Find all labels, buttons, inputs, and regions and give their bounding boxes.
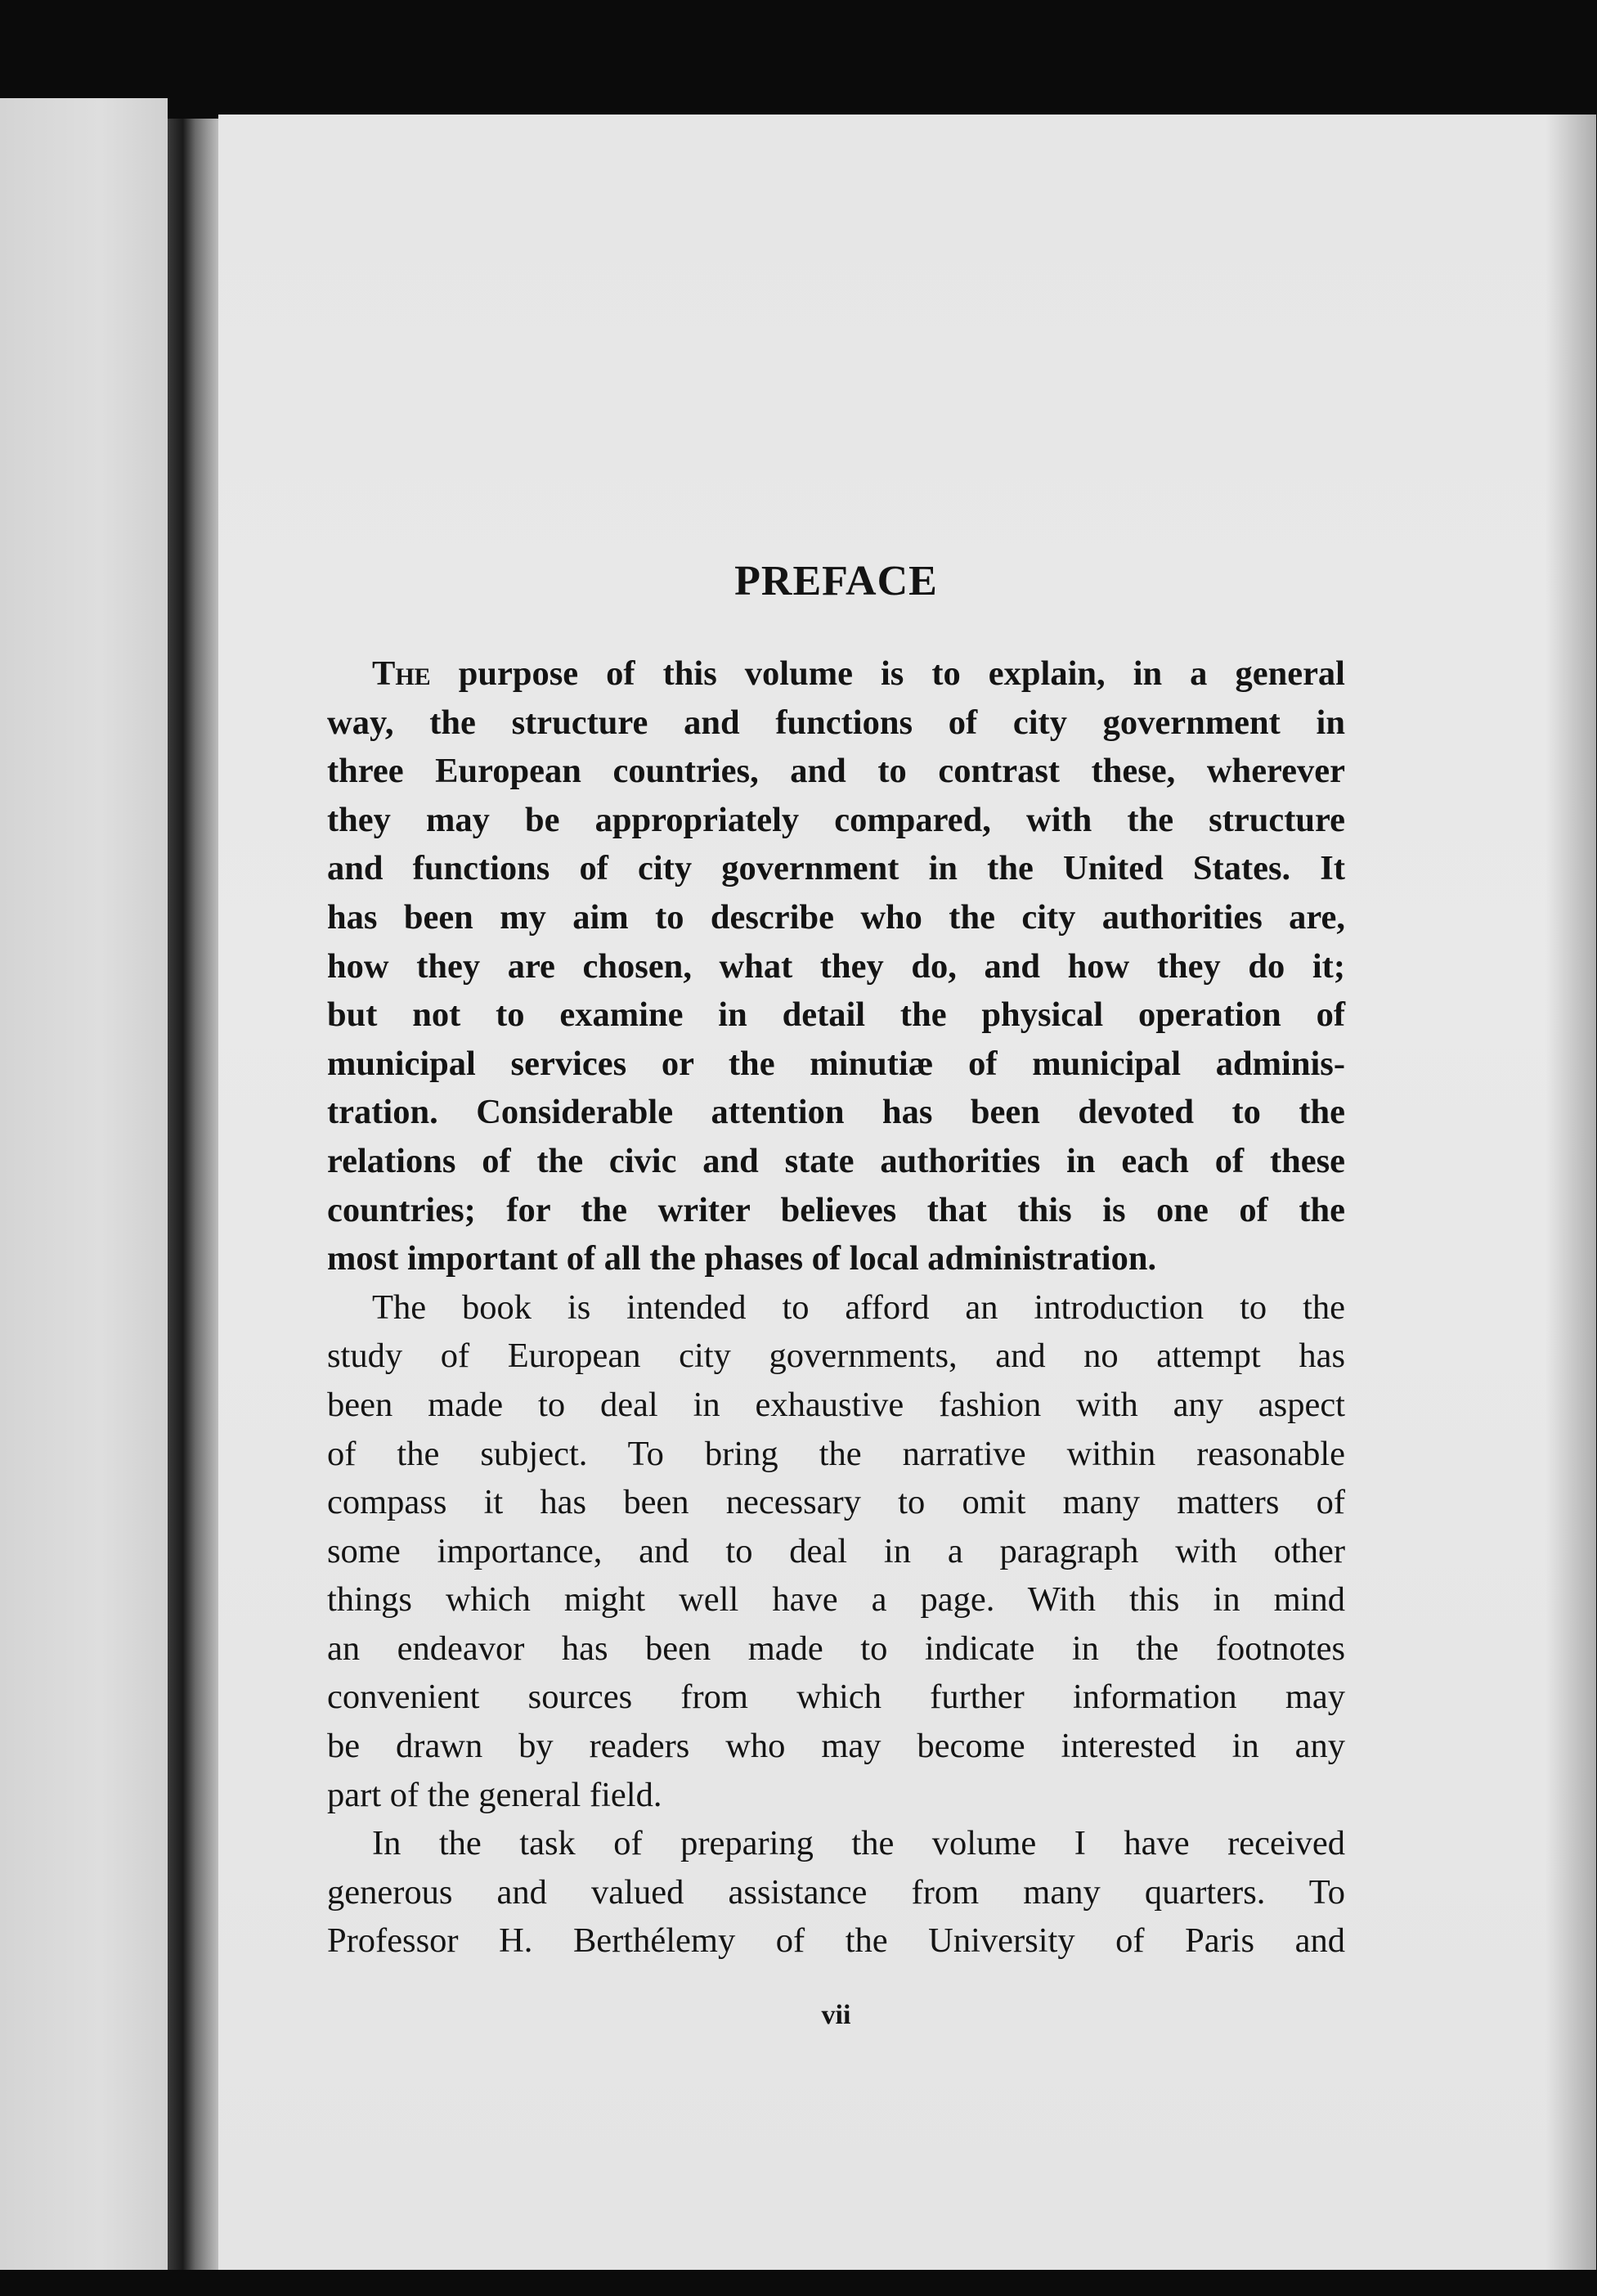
- preface-text-block: [327, 556, 1345, 2030]
- page-edge-shadow: [1545, 115, 1597, 2278]
- text-line: of the subject. To bring the narrative within reasonable: [327, 1434, 1345, 1473]
- text-line: relations of the civic and state authorities in each of these: [327, 1141, 1345, 1180]
- paragraph-1: [327, 649, 1345, 1283]
- text-line: compass it has been necessary to omit many matters of: [327, 1483, 1345, 1522]
- text-line: In the task of preparing the volume I have received: [372, 1824, 1345, 1863]
- text-line: generous and valued assistance from many quarters. To: [327, 1872, 1345, 1912]
- page-number: vii: [821, 2000, 851, 2030]
- text-line: most important of all the phases of local administration.: [327, 1239, 1157, 1278]
- text-line: has been my aim to describe who the city authorities are,: [327, 897, 1345, 937]
- paragraph-2: [327, 1283, 1345, 1820]
- text-line: tration. Considerable attention has been devoted to the: [327, 1093, 1345, 1132]
- text-line: how they are chosen, what they do, and how they do it;: [327, 946, 1345, 986]
- paragraph-3: [327, 1819, 1345, 1966]
- text-line: [327, 649, 1345, 699]
- lead-word: The: [372, 654, 431, 693]
- text-line: countries; for the writer believes that this is one of the: [327, 1190, 1345, 1229]
- text-line: municipal services or the minutiæ of municipal adminis-: [327, 1044, 1345, 1083]
- bottom-border: [0, 2270, 1597, 2296]
- text-line: an endeavor has been made to indicate in the footnotes: [327, 1629, 1345, 1668]
- text-line: convenient sources from which further information may: [327, 1678, 1345, 1717]
- text-line: three European countries, and to contrast these, wherever: [327, 752, 1345, 791]
- text-line: and functions of city government in the United States. It: [327, 849, 1345, 888]
- text-line: been made to deal in exhaustive fashion with any aspect: [327, 1385, 1345, 1424]
- text-line: part of the general field.: [327, 1775, 662, 1814]
- text-line: study of European city governments, and no attempt has: [327, 1337, 1345, 1376]
- facing-page-edge: [0, 98, 168, 2278]
- text-line: Professor H. Berthélemy of the University of Paris and: [327, 1921, 1345, 1961]
- text-line: some importance, and to deal in a paragraph with other: [327, 1531, 1345, 1570]
- text-line: be drawn by readers who may become interested in any: [327, 1727, 1345, 1766]
- line-text: purpose of this volume is to explain, in a general: [430, 654, 1345, 693]
- text-line: The book is intended to afford an introduction to the: [372, 1287, 1345, 1327]
- page-title: PREFACE: [734, 558, 938, 604]
- text-line: but not to examine in detail the physical operation of: [327, 995, 1345, 1035]
- text-line: things which might well have a page. With this in mind: [327, 1580, 1345, 1620]
- book-gutter: [168, 119, 218, 2278]
- text-line: they may be appropriately compared, with the structure: [327, 800, 1345, 839]
- text-line: way, the structure and functions of city government in: [327, 703, 1345, 742]
